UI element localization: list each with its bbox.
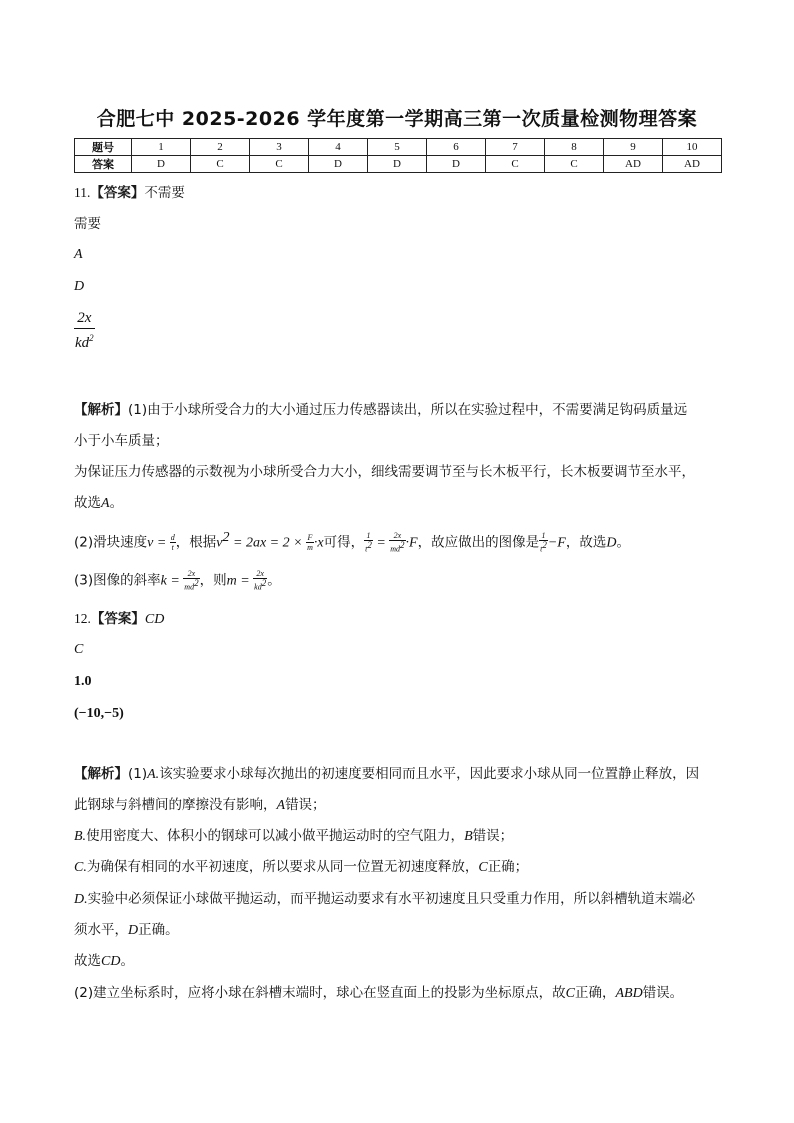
q12-number: 12.	[74, 611, 91, 626]
table-cell: 7	[486, 139, 545, 156]
q12-analysis-pD-l1: D.实验中必须保证小球做平抛运动，而平抛运动要求有水平初速度且只受重力作用，所以斜槽轨道末端必	[74, 891, 696, 907]
q11-analysis-p1-l2: 小于小车质量；	[74, 433, 169, 449]
q11-number: 11.	[74, 185, 91, 200]
table-cell: D	[309, 156, 368, 173]
table-cell: C	[486, 156, 545, 173]
page-title: 合肥七中 2025-2026 学年度第一学期高三第一次质量检测物理答案	[96, 108, 698, 130]
q12-analysis-pD-l2: 须水平，D正确。	[74, 922, 179, 938]
fraction: $\frac{1}{t^2}$	[365, 531, 372, 554]
q12-answer-line	[74, 609, 164, 630]
q12-answer-3: 1.0	[74, 674, 92, 689]
q11-analysis-p3: (2)滑块速度v = $\frac{d}{t}$ ，根据$v^2 = 2ax = 2$ × $\frac{F}{m}$ ·x可得， $\frac{1}{t^2}$ = $\frac{2x}{md^2}$ ·F，故应做出的图像是 $\frac{1}{t^2}$ −F，故选D。	[74, 530, 630, 554]
q11-analysis-p4: (3)图像的斜率k = $\frac{2x}{md^2}$ ，则m = $\frac{2x}{kd^2}$ 。	[74, 569, 281, 592]
q12-answer-4: (−10,−5)	[74, 706, 124, 721]
fraction: $\frac{1}{t^2}$	[540, 531, 547, 554]
table-cell: 10	[663, 139, 722, 156]
q11-answer-line	[74, 183, 185, 203]
q11-analysis-p1-l1: 【解析】(1)由于小球所受合力的大小通过压力传感器读出，所以在实验过程中，不需要满足钩码质量远	[74, 402, 688, 418]
q11-answer-4: D	[74, 279, 85, 294]
table-cell: C	[250, 156, 309, 173]
table-cell: 1	[132, 139, 191, 156]
fraction: $\frac{2x}{md^2}$	[184, 569, 199, 592]
answer-table	[74, 138, 722, 173]
table-cell: C	[545, 156, 604, 173]
fraction: $\frac{F}{m}$	[307, 533, 313, 552]
table-cell: 9	[604, 139, 663, 156]
table-cell: 5	[368, 139, 427, 156]
q12-analysis-tag: 【解析】	[74, 766, 128, 782]
q11-analysis-p2-l2: 故选A。	[74, 495, 124, 511]
table-cell: C	[191, 156, 250, 173]
q12-answer-2: C	[74, 642, 84, 657]
q11-answer-3: A	[74, 247, 83, 262]
row-label-answer: 答案	[75, 156, 132, 173]
table-cell: AD	[663, 156, 722, 173]
table-cell: 3	[250, 139, 309, 156]
q11-answer-5	[74, 309, 95, 353]
fraction: $\frac{d}{t}$	[170, 533, 175, 552]
q12-analysis-pF: (2)建立坐标系时，应将小球在斜槽末端时，球心在竖直面上的投影为坐标原点，故C正确，ABD错误。	[74, 985, 684, 1001]
fraction: $\frac{2x}{kd^2}$	[254, 569, 267, 592]
q11-answer-1: 不需要	[144, 185, 185, 201]
q11-analysis-tag: 【解析】	[74, 402, 128, 418]
q12-analysis-pB: B.使用密度大、体积小的钢球可以减小做平抛运动时的空气阻力，B错误；	[74, 828, 514, 844]
table-cell: AD	[604, 156, 663, 173]
table-cell: 8	[545, 139, 604, 156]
table-cell: 2	[191, 139, 250, 156]
q11-answer-2: 需要	[74, 216, 101, 232]
table-cell: D	[132, 156, 191, 173]
q12-analysis-pE: 故选CD。	[74, 953, 134, 969]
fraction: $\frac{2x}{kd^2}$	[75, 310, 94, 351]
table-row-answers	[75, 156, 722, 173]
table-row-question-numbers	[75, 139, 722, 156]
table-cell: 4	[309, 139, 368, 156]
q12-answer-1: CD	[144, 612, 165, 627]
q12-analysis-pA-l1: 【解析】(1)A.该实验要求小球每次抛出的初速度要相同而且水平，因此要求小球从同一位置静止释放，因	[74, 766, 700, 782]
q11-answer-tag: 【答案】	[90, 185, 145, 201]
table-cell: D	[368, 156, 427, 173]
table-cell: D	[427, 156, 486, 173]
q12-analysis-pC: C.为确保有相同的水平初速度，所以要求从同一位置无初速度释放，C正确；	[74, 859, 529, 875]
row-label-question: 题号	[75, 139, 132, 156]
fraction: $\frac{2x}{md^2}$	[390, 531, 405, 554]
table-cell: 6	[427, 139, 486, 156]
q12-analysis-pA-l2: 此钢球与斜槽间的摩擦没有影响，A错误；	[74, 797, 326, 813]
q11-analysis-p2-l1: 为保证压力传感器的示数视为小球所受合力大小，细线需要调节至与长木板平行，长木板要调节至水平，	[74, 464, 695, 480]
q12-answer-tag: 【答案】	[90, 611, 145, 627]
